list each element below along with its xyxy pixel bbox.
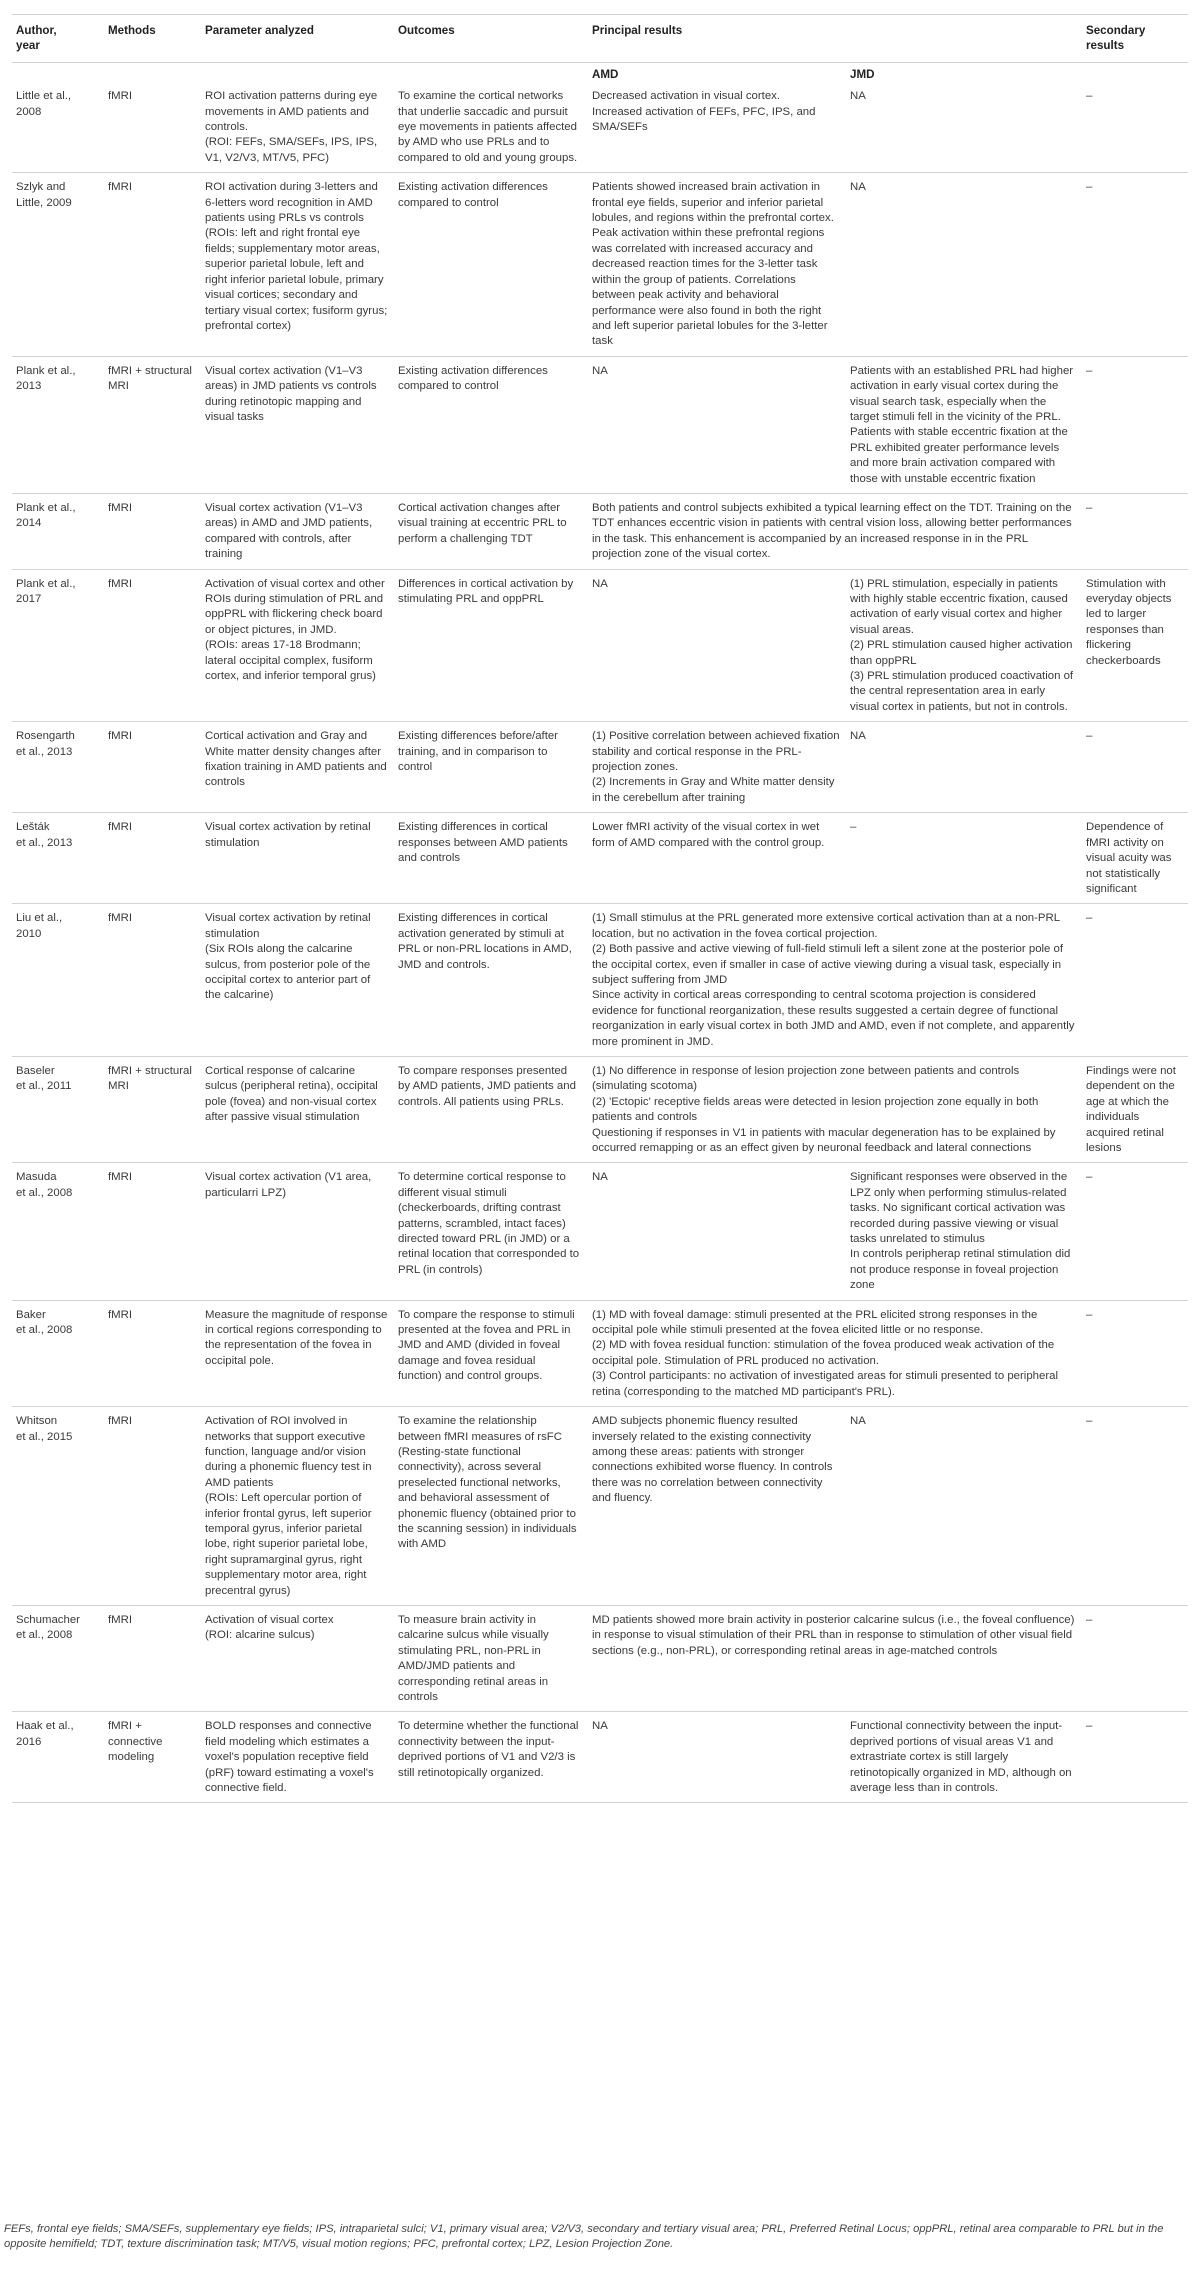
table-row (12, 1407, 1188, 1606)
cell-author: Baker et al., 2008 (12, 1300, 104, 1406)
table-row (12, 1712, 1188, 1803)
cell-jmd-result: NA (846, 722, 1082, 813)
cell-jmd-result: Patients with an established PRL had higher activation in early visual cortex during the visual search task, especially when the target stimuli fell in the vicinity of the PRL. Patients with stable eccentric fixation at the PRL exhibited greater performance levels and more brain activation compared with those with unstable eccentric fixation (846, 356, 1082, 493)
cell-secondary: – (1082, 173, 1188, 356)
cell-author: Plank et al., 2014 (12, 493, 104, 569)
cell-secondary: – (1082, 493, 1188, 569)
cell-secondary: Stimulation with everyday objects led to larger responses than flickering checkerboards (1082, 569, 1188, 722)
cell-amd-result: (1) Positive correlation between achieved fixation stability and cortical response in the PRL-projection zones. (2) Increments in Gray and White matter density in the cerebellum after training (588, 722, 846, 813)
cell-amd-result: Patients showed increased brain activation in frontal eye fields, superior and inferior parietal lobules, and regions within the prefrontal cortex. Peak activation within these prefrontal regions was correlated with increased accuracy and decreased reaction times for the 3-letter task within the group of patients. Correlations between peak activity and behavioral performance were also found in both the right and left superior parietal lobules for the 3-letter task (588, 173, 846, 356)
table-row (12, 813, 1188, 904)
cell-methods: fMRI (104, 1300, 201, 1406)
cell-outcomes: Existing differences before/after training, and in comparison to control (394, 722, 588, 813)
cell-methods: fMRI (104, 813, 201, 904)
cell-parameter: Activation of visual cortex and other ROIs during stimulation of PRL and oppPRL with flickering check board or object pictures, in JMD. (ROIs: areas 17-18 Brodmann; lateral occipital complex, fusiform cortex, and inferior temporal grus) (201, 569, 394, 722)
cell-secondary: – (1082, 904, 1188, 1057)
cell-parameter: Measure the magnitude of response in cortical regions corresponding to the representation of the fovea in occipital pole. (201, 1300, 394, 1406)
cell-methods: fMRI + connective modeling (104, 1712, 201, 1803)
cell-secondary: – (1082, 1407, 1188, 1606)
cell-principal-results: (1) Small stimulus at the PRL generated more extensive cortical activation than at a non-PRL location, but no activation in the fovea cortical projection. (2) Both passive and active viewing of full-field stimuli left a silent zone at the posterior pole of the occipital cortex, even if smaller in case of active viewing during a visual task, especially in subject suffering from JMD Since activity in cortical areas corresponding to central scotoma projection is considered evidence for functional reorganization, these results suggested a certain degree of functional reorganization in early visual cortex in both JMD and AMD, even if not complete, and apparently more prominent in JMD. (588, 904, 1082, 1057)
cell-methods: fMRI (104, 904, 201, 1057)
cell-author: Plank et al., 2013 (12, 356, 104, 493)
table-row (12, 82, 1188, 173)
cell-outcomes: Existing activation differences compared to control (394, 173, 588, 356)
table-footnote: FEFs, frontal eye fields; SMA/SEFs, supplementary eye fields; IPS, intraparietal sulci; V1, primary visual area; V2/V3, secondary and tertiary visual area; PRL, Preferred Retinal Locus; oppPRL, retinal area comparable to PRL but in the opposite hemifield; TDT, texture discrimination task; MT/V5, visual motion regions; PFC, prefrontal cortex; LPZ, Lesion Projection Zone. (4, 2223, 1164, 2250)
cell-principal-results: Both patients and control subjects exhibited a typical learning effect on the TDT. Training on the TDT enhances eccentric vision in patients with central vision loss, allowing better performances in the task. This enhancement is accompanied by an increased response in in the PRL projection zone of the visual cortex. (588, 493, 1082, 569)
cell-principal-results: MD patients showed more brain activity in posterior calcarine sulcus (i.e., the foveal confluence) in response to visual stimulation of their PRL than in response to stimulation of other visual field sections (e.g., non-PRL), or corresponding retinal areas in age-matched controls (588, 1605, 1082, 1711)
subheader-amd: AMD (592, 67, 619, 81)
header-principal-results: Principal results (588, 15, 1082, 63)
cell-outcomes: To compare the response to stimuli presented at the fovea and PRL in JMD and AMD (divided in foveal damage and fovea residual function) and control groups. (394, 1300, 588, 1406)
header-secondary: Secondary results (1082, 15, 1188, 63)
cell-methods: fMRI + structural MRI (104, 356, 201, 493)
table-row (12, 904, 1188, 1057)
study-table (12, 14, 1188, 1803)
cell-parameter: ROI activation patterns during eye movements in AMD patients and controls. (ROI: FEFs, SMA/SEFs, IPS, IPS, V1, V2/V3, MT/V5, PFC) (201, 82, 394, 173)
table-row (12, 569, 1188, 722)
cell-jmd-result: Significant responses were observed in the LPZ only when performing stimulus-related tasks. No significant cortical activation was recorded during passive viewing or visual tasks unrelated to stimulus In controls peripherap retinal stimulation did not produce response in foveal projection zone (846, 1163, 1082, 1300)
cell-outcomes: To examine the cortical networks that underlie saccadic and pursuit eye movements in patients affected by AMD who use PRLs and to compared to old and young groups. (394, 82, 588, 173)
cell-amd-result: Lower fMRI activity of the visual cortex in wet form of AMD compared with the control group. (588, 813, 846, 904)
table-row (12, 1056, 1188, 1162)
cell-jmd-result: Functional connectivity between the input-deprived portions of visual areas V1 and extrastriate cortex is still largely retinotopically organized in MD, although on average less than in controls. (846, 1712, 1082, 1803)
cell-jmd-result: NA (846, 1407, 1082, 1606)
table-row (12, 1300, 1188, 1406)
table-header (12, 15, 1188, 83)
table-row (12, 356, 1188, 493)
cell-author: Szlyk and Little, 2009 (12, 173, 104, 356)
cell-jmd-result: NA (846, 173, 1082, 356)
cell-outcomes: Existing activation differences compared to control (394, 356, 588, 493)
header-methods: Methods (104, 15, 201, 63)
cell-secondary: – (1082, 1712, 1188, 1803)
cell-outcomes: To compare responses presented by AMD patients, JMD patients and controls. All patients using PRLs. (394, 1056, 588, 1162)
cell-outcomes: Differences in cortical activation by stimulating PRL and oppPRL (394, 569, 588, 722)
cell-author: Haak et al., 2016 (12, 1712, 104, 1803)
cell-methods: fMRI (104, 1407, 201, 1606)
cell-methods: fMRI (104, 82, 201, 173)
cell-amd-result: AMD subjects phonemic fluency resulted inversely related to the existing connectivity among these areas: patients with stronger connections exhibited worse fluency. In controls there was no correlation between connectivity and fluency. (588, 1407, 846, 1606)
cell-principal-results: (1) No difference in response of lesion projection zone between patients and controls (simulating scotoma) (2) 'Ectopic' receptive fields areas were detected in lesion projection zone equally in both patients and controls Questioning if responses in V1 in patients with macular degeneration has to be explained by occurred remapping or as an effect given by neuronal feedback and lateral connections (588, 1056, 1082, 1162)
header-outcomes: Outcomes (394, 15, 588, 63)
cell-parameter: Visual cortex activation by retinal stimulation (Six ROIs along the calcarine sulcus, from posterior pole of the occipital cortex to anterior part of the calcarine) (201, 904, 394, 1057)
cell-parameter: Cortical response of calcarine sulcus (peripheral retina), occipital pole (fovea) and non-visual cortex after passive visual stimulation (201, 1056, 394, 1162)
header-parameter: Parameter analyzed (201, 15, 394, 63)
cell-secondary: Findings were not dependent on the age at which the individuals acquired retinal lesions (1082, 1056, 1188, 1162)
cell-methods: fMRI (104, 569, 201, 722)
cell-methods: fMRI + structural MRI (104, 1056, 201, 1162)
cell-secondary: – (1082, 722, 1188, 813)
cell-amd-result: NA (588, 1712, 846, 1803)
cell-amd-result: Decreased activation in visual cortex. Increased activation of FEFs, PFC, IPS, and SMA/SEFs (588, 82, 846, 173)
cell-outcomes: To examine the relationship between fMRI measures of rsFC (Resting-state functional connectivity), across several preselected functional networks, and behavioral assessment of phonemic fluency (obtained prior to the scanning session) in individuals with AMD (394, 1407, 588, 1606)
cell-amd-result: NA (588, 1163, 846, 1300)
cell-outcomes: Existing differences in cortical responses between AMD patients and controls (394, 813, 588, 904)
header-author: Author, year (12, 15, 104, 63)
cell-author: Plank et al., 2017 (12, 569, 104, 722)
cell-methods: fMRI (104, 493, 201, 569)
cell-parameter: Visual cortex activation (V1–V3 areas) in JMD patients vs controls during retinotopic mapping and visual tasks (201, 356, 394, 493)
cell-jmd-result: NA (846, 82, 1082, 173)
cell-author: Lešták et al., 2013 (12, 813, 104, 904)
cell-jmd-result: – (846, 813, 1082, 904)
subheader-jmd: JMD (850, 67, 875, 81)
cell-parameter: BOLD responses and connective field modeling which estimates a voxel's population receptive field (pRF) toward estimating a voxel's connective field. (201, 1712, 394, 1803)
cell-outcomes: To determine whether the functional connectivity between the input-deprived portions of V1 and V2/3 is still retinotopically organized. (394, 1712, 588, 1803)
cell-author: Liu et al., 2010 (12, 904, 104, 1057)
table-row (12, 1605, 1188, 1711)
cell-author: Masuda et al., 2008 (12, 1163, 104, 1300)
cell-author: Whitson et al., 2015 (12, 1407, 104, 1606)
table-row (12, 1163, 1188, 1300)
cell-principal-results: (1) MD with foveal damage: stimuli presented at the PRL elicited strong responses in the occipital pole while stimuli presented at the fovea elicited little or no response. (2) MD with fovea residual function: stimulation of the fovea produced weak activation of the occipital pole. Stimulation of PRL produced no activation. (3) Control participants: no activation of investigated areas for stimuli presented to peripheral retina (corresponding to the matched MD participant's PRL). (588, 1300, 1082, 1406)
cell-secondary: – (1082, 1300, 1188, 1406)
cell-parameter: Visual cortex activation by retinal stimulation (201, 813, 394, 904)
cell-secondary: – (1082, 356, 1188, 493)
cell-outcomes: Cortical activation changes after visual training at eccentric PRL to perform a challenging TDT (394, 493, 588, 569)
cell-secondary: – (1082, 1605, 1188, 1711)
cell-parameter: Visual cortex activation (V1 area, particularri LPZ) (201, 1163, 394, 1300)
cell-amd-result: NA (588, 356, 846, 493)
cell-jmd-result: (1) PRL stimulation, especially in patients with highly stable eccentric fixation, caused activation of early visual cortex and higher visual areas. (2) PRL stimulation caused higher activation than oppPRL (3) PRL stimulation produced coactivation of the central representation area in early visual cortex in patients, but not in controls. (846, 569, 1082, 722)
cell-parameter: Activation of visual cortex (ROI: alcarine sulcus) (201, 1605, 394, 1711)
cell-methods: fMRI (104, 1163, 201, 1300)
cell-amd-result: NA (588, 569, 846, 722)
table-row (12, 493, 1188, 569)
cell-parameter: Visual cortex activation (V1–V3 areas) in AMD and JMD patients, compared with controls, after training (201, 493, 394, 569)
cell-secondary: Dependence of fMRI activity on visual acuity was not statistically significant (1082, 813, 1188, 904)
cell-author: Schumacher et al., 2008 (12, 1605, 104, 1711)
cell-author: Baseler et al., 2011 (12, 1056, 104, 1162)
cell-secondary: – (1082, 1163, 1188, 1300)
table-row (12, 722, 1188, 813)
cell-methods: fMRI (104, 173, 201, 356)
cell-author: Rosengarth et al., 2013 (12, 722, 104, 813)
cell-outcomes: Existing differences in cortical activation generated by stimuli at PRL or non-PRL locations in AMD, JMD and controls. (394, 904, 588, 1057)
cell-outcomes: To determine cortical response to different visual stimuli (checkerboards, drifting contrast patterns, scrambled, intact faces) directed toward PRL (in JMD) or a retinal location that corresponded to PRL (in controls) (394, 1163, 588, 1300)
cell-secondary: – (1082, 82, 1188, 173)
cell-author: Little et al., 2008 (12, 82, 104, 173)
cell-methods: fMRI (104, 722, 201, 813)
cell-outcomes: To measure brain activity in calcarine sulcus while visually stimulating PRL, non-PRL in AMD/JMD patients and corresponding retinal areas in controls (394, 1605, 588, 1711)
table-row (12, 173, 1188, 356)
cell-parameter: Cortical activation and Gray and White matter density changes after fixation training in AMD patients and controls (201, 722, 394, 813)
cell-parameter: Activation of ROI involved in networks that support executive function, language and/or vision during a phonemic fluency test in AMD patients (ROIs: Left opercular portion of inferior frontal gyrus, left superior temporal gyrus, inferior parietal lobe, right superior parietal lobe, right supramarginal gyrus, right supplementary motor area, right precentral gyrus) (201, 1407, 394, 1606)
table-body (12, 82, 1188, 1803)
cell-methods: fMRI (104, 1605, 201, 1711)
cell-parameter: ROI activation during 3-letters and 6-letters word recognition in AMD patients using PRLs vs controls (ROIs: left and right frontal eye fields; supplementary motor areas, superior parietal lobule, left and right inferior parietal lobule, primary visual cortices; secondary and tertiary visual cortex; fusiform gyrus; prefrontal cortex) (201, 173, 394, 356)
